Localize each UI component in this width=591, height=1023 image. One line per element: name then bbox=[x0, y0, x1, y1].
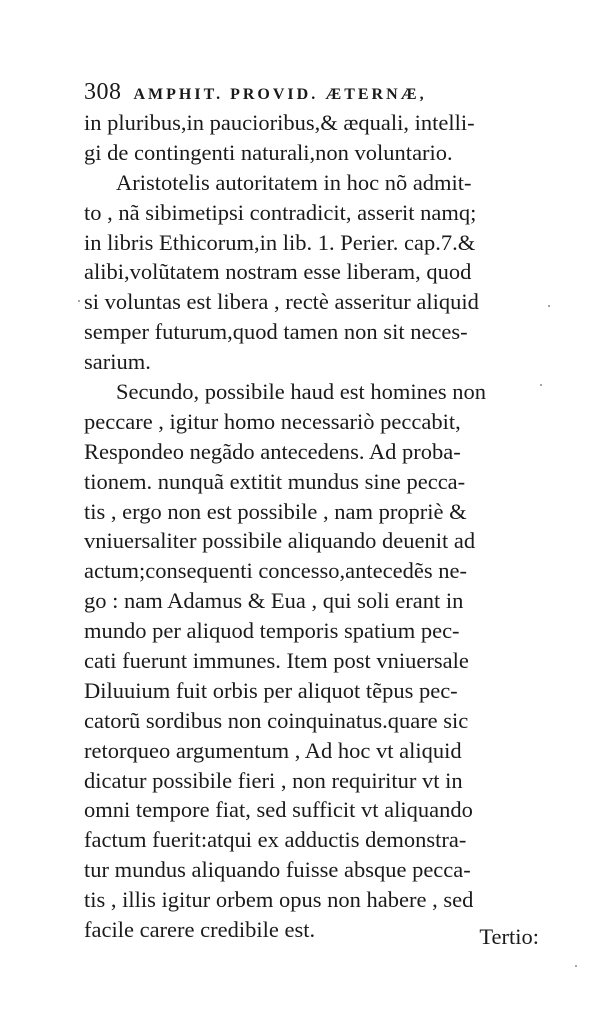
paper-speck bbox=[575, 965, 577, 967]
page-number: 308 bbox=[84, 79, 122, 105]
text-line: peccare , igitur homo necessariò peccabit, bbox=[84, 408, 461, 434]
text-line: Diluuium fuit orbis per aliquot tẽpus pec- bbox=[84, 677, 458, 703]
text-line: in libris Ethicorum,in lib. 1. Perier. cap.7.& bbox=[84, 229, 476, 255]
text-line: semper futurum,quod tamen non sit neces- bbox=[84, 319, 468, 345]
running-head bbox=[84, 80, 524, 107]
paper-speck bbox=[540, 384, 542, 386]
text-line: in pluribus,in paucioribus,& æquali, intelli- bbox=[84, 110, 475, 135]
catchword: Tertio: bbox=[479, 924, 539, 949]
paper-speck bbox=[78, 300, 80, 302]
text-line: tionem. nunquã extitit mundus sine pecca- bbox=[84, 468, 466, 494]
text-line: vniuersaliter possibile aliquando deuenit ad bbox=[84, 528, 476, 554]
text-line: sarium. bbox=[84, 349, 151, 375]
text-line: factum fuerit:atqui ex adductis demonstra- bbox=[84, 827, 467, 853]
running-title: AMPHIT. PROVID. ÆTERNÆ, bbox=[133, 86, 427, 103]
text-line: alibi,volũtatem nostram esse liberam, quod bbox=[84, 259, 472, 285]
text-line: retorqueo argumentum , Ad hoc vt aliquid bbox=[84, 737, 462, 763]
text-line: go : nam Adamus & Eua , qui soli erant in bbox=[84, 588, 464, 614]
text-line: cati fuerunt immunes. Item post vniuersale bbox=[84, 648, 469, 674]
text-line: catorũ sordibus non coinquinatus.quare sic bbox=[84, 707, 469, 733]
text-line: Secundo, possibile haud est homines non bbox=[116, 379, 486, 405]
text-line: to , nã sibimetipsi contradicit, asserit namq; bbox=[84, 199, 477, 225]
body-text bbox=[84, 108, 546, 945]
paper-speck bbox=[548, 305, 550, 307]
text-line: si voluntas est libera , rectè asseritur aliquid bbox=[84, 289, 479, 315]
text-line: omni tempore fiat, sed sufficit vt aliquando bbox=[84, 797, 473, 823]
text-line: mundo per aliquod temporis spatium pec- bbox=[84, 618, 460, 644]
text-line: tis , illis igitur orbem opus non habere , sed bbox=[84, 887, 474, 913]
text-line: tur mundus aliquando fuisse absque pecca- bbox=[84, 857, 471, 883]
text-line: Aristotelis autoritatem in hoc nõ admit- bbox=[116, 169, 472, 195]
text-line: actum;consequenti concesso,antecedẽs ne- bbox=[84, 558, 467, 584]
text-line: facile carere credibile est. bbox=[84, 917, 316, 943]
text-line: Respondeo negãdo antecedens. Ad proba- bbox=[84, 438, 461, 464]
text-line: tis , ergo non est possibile , nam propriè & bbox=[84, 498, 467, 524]
text-line: gi de contingenti naturali,non voluntario. bbox=[84, 139, 453, 165]
text-line: dicatur possibile fieri , non requiritur vt in bbox=[84, 767, 463, 793]
